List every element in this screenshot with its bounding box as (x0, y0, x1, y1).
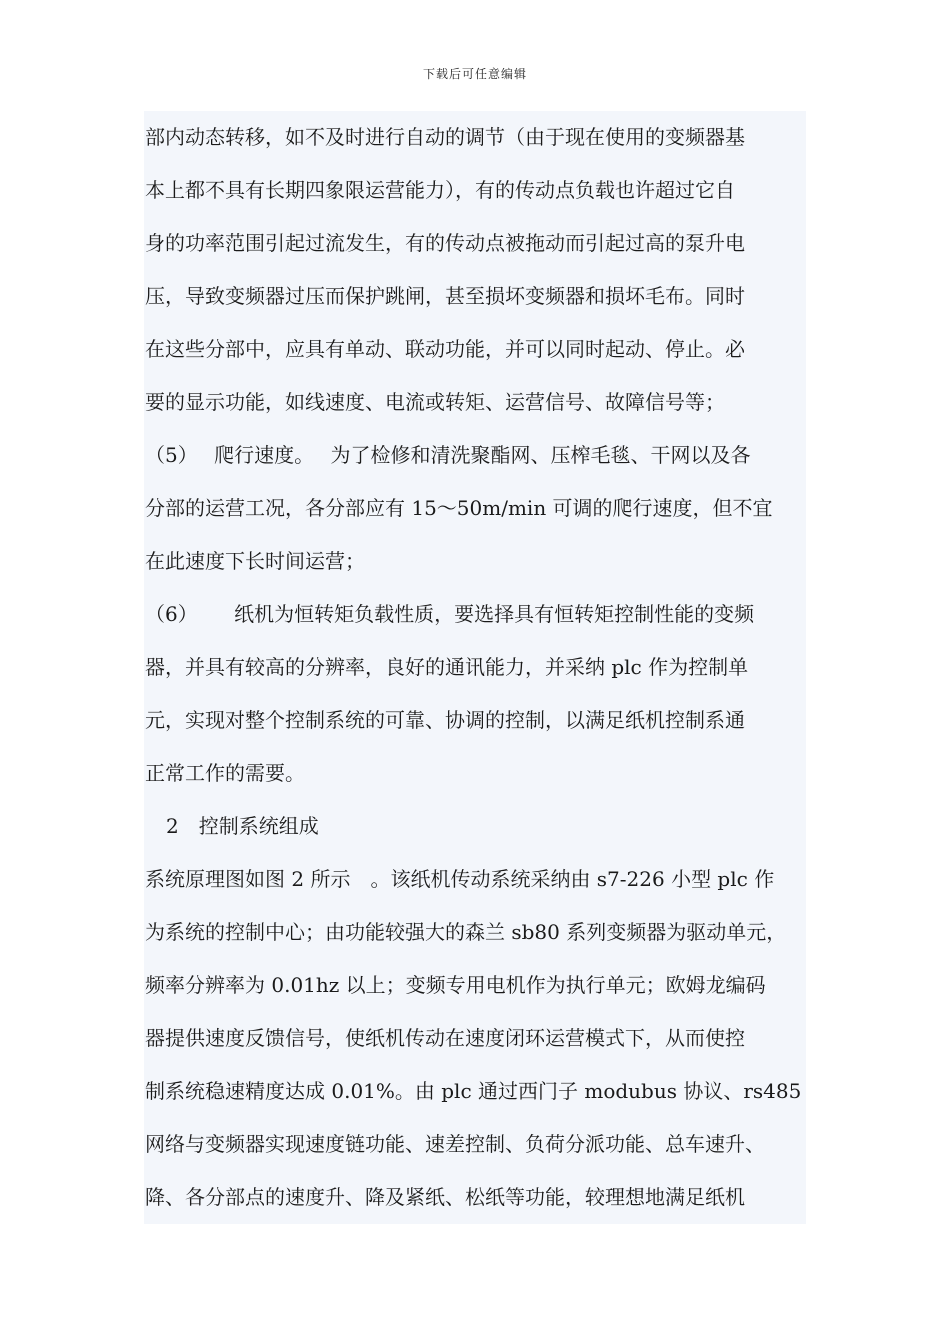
document-body (144, 111, 806, 1224)
list-item-6: （6） 纸机为恒转矩负载性质，要选择具有恒转矩控制性能的变频 (145, 602, 755, 626)
text-line: 元，实现对整个控制系统的可靠、协调的控制，以满足纸机控制系通 (145, 708, 745, 732)
text-line: 正常工作的需要。 (145, 761, 305, 785)
text-line: 系统原理图如图 2 所示 。该纸机传动系统采纳由 s7-226 小型 plc 作 (145, 867, 775, 891)
text-line: 在这些分部中，应具有单动、联动功能，并可以同时起动、停止。必 (145, 337, 745, 361)
text-line: 降、各分部点的速度升、降及紧纸、松纸等功能，较理想地满足纸机 (145, 1185, 745, 1209)
text-line: 频率分辨率为 0.01hz 以上；变频专用电机作为执行单元；欧姆龙编码 (145, 973, 766, 997)
text-line: 压，导致变频器过压而保护跳闸，甚至损坏变频器和损坏毛布。同时 (145, 284, 745, 308)
text-line: 身的功率范围引起过流发生，有的传动点被拖动而引起过高的泵升电 (145, 231, 745, 255)
text-line: 要的显示功能，如线速度、电流或转矩、运营信号、故障信号等； (145, 390, 725, 414)
text-line: 分部的运营工况，各分部应有 15～50m/min 可调的爬行速度，但不宜 (145, 496, 773, 520)
text-line: 器，并具有较高的分辨率，良好的通讯能力，并采纳 plc 作为控制单 (145, 655, 749, 679)
text-line: 为系统的控制中心；由功能较强大的森兰 sb80 系列变频器为驱动单元， (145, 920, 787, 944)
section-heading: 2 控制系统组成 (166, 814, 319, 838)
list-item-5: （5） 爬行速度。 为了检修和清洗聚酯网、压榨毛毯、干网以及各 (145, 443, 751, 467)
text-line: 在此速度下长时间运营； (145, 549, 365, 573)
text-line: 网络与变频器实现速度链功能、速差控制、负荷分派功能、总车速升、 (145, 1132, 765, 1156)
text-line: 本上都不具有长期四象限运营能力），有的传动点负载也许超过它自 (145, 178, 735, 202)
text-line: 部内动态转移，如不及时进行自动的调节（由于现在使用的变频器基 (145, 125, 745, 149)
page-header: 下载后可任意编辑 (422, 67, 527, 81)
text-line: 制系统稳速精度达成 0.01%。由 plc 通过西门子 modubus 协议、rs485 (145, 1079, 802, 1103)
text-line: 器提供速度反馈信号，使纸机传动在速度闭环运营模式下，从而使控 (145, 1026, 745, 1050)
